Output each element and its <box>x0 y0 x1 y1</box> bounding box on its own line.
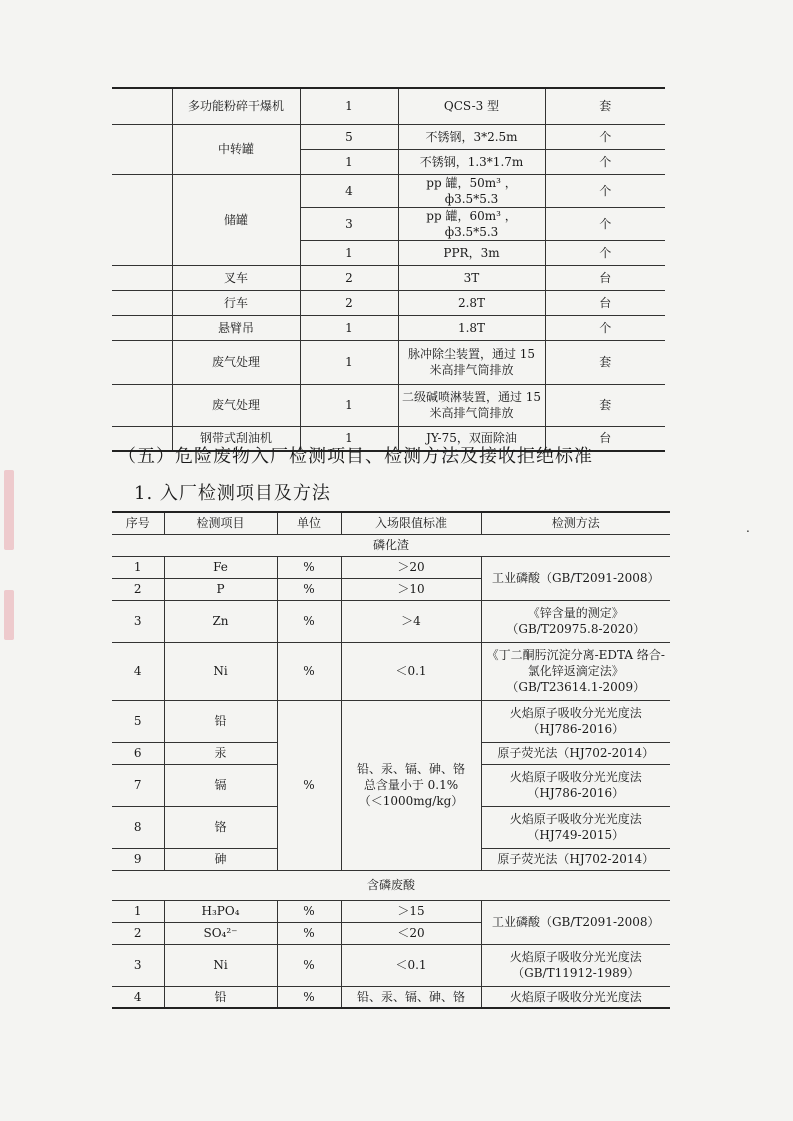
equipment-unit: 个 <box>545 174 665 207</box>
row-method: 火焰原子吸收分光光度法（HJ749-2015） <box>481 806 670 848</box>
col-header: 入场限值标准 <box>341 512 481 534</box>
row-no: 8 <box>112 806 164 848</box>
row-no: 6 <box>112 742 164 764</box>
row-no: 9 <box>112 848 164 870</box>
empty-cell <box>112 340 172 384</box>
detection-table <box>112 511 670 1009</box>
row-limit: ＞4 <box>341 600 481 642</box>
equipment-name: 废气处理 <box>172 384 300 426</box>
equipment-qty: 4 <box>300 174 398 207</box>
row-limit: ＜0.1 <box>341 642 481 700</box>
empty-cell <box>112 315 172 340</box>
empty-cell <box>112 174 172 265</box>
row-item: Ni <box>164 642 277 700</box>
equipment-unit: 个 <box>545 315 665 340</box>
equipment-unit: 套 <box>545 384 665 426</box>
equipment-unit: 个 <box>545 149 665 174</box>
equipment-spec: 2.8T <box>398 290 545 315</box>
row-unit: % <box>277 900 341 922</box>
equipment-unit: 台 <box>545 426 665 451</box>
row-no: 4 <box>112 642 164 700</box>
empty-cell <box>112 384 172 426</box>
row-item: Fe <box>164 556 277 578</box>
equipment-qty: 1 <box>300 240 398 265</box>
equipment-qty: 1 <box>300 149 398 174</box>
equipment-spec: PPR，3m <box>398 240 545 265</box>
table-row <box>112 900 670 922</box>
table-row <box>112 700 670 742</box>
red-stamp-edge <box>4 590 14 640</box>
equipment-qty: 1 <box>300 384 398 426</box>
equipment-unit: 套 <box>545 88 665 124</box>
subsection-heading: 1. 入厂检测项目及方法 <box>134 483 331 504</box>
table-row <box>112 986 670 1008</box>
section-title: 磷化渣 <box>112 534 670 556</box>
table-row <box>112 384 665 426</box>
equipment-name: 钢带式刮油机 <box>172 426 300 451</box>
row-method: 火焰原子吸收分光光度法 <box>481 986 670 1008</box>
table-row <box>112 174 665 207</box>
col-header: 检测方法 <box>481 512 670 534</box>
table-row <box>112 124 665 149</box>
row-item: P <box>164 578 277 600</box>
row-no: 5 <box>112 700 164 742</box>
equipment-name: 行车 <box>172 290 300 315</box>
row-no: 3 <box>112 600 164 642</box>
row-no: 3 <box>112 944 164 986</box>
equipment-name: 废气处理 <box>172 340 300 384</box>
table-row <box>112 265 665 290</box>
row-unit: % <box>277 556 341 578</box>
equipment-name: 悬臂吊 <box>172 315 300 340</box>
row-unit: % <box>277 578 341 600</box>
row-method: 火焰原子吸收分光光度法（HJ786-2016） <box>481 700 670 742</box>
row-method: 《锌含量的测定》（GB/T20975.8-2020） <box>481 600 670 642</box>
equipment-name: 中转罐 <box>172 124 300 174</box>
table-row <box>112 556 670 578</box>
row-no: 1 <box>112 556 164 578</box>
equipment-qty: 1 <box>300 88 398 124</box>
equipment-spec: pp 罐，60m³ ，ф3.5*5.3 <box>398 207 545 240</box>
equipment-spec: 脉冲除尘装置，通过 15 米高排气筒排放 <box>398 340 545 384</box>
row-method: 原子荧光法（HJ702-2014） <box>481 848 670 870</box>
row-unit: % <box>277 986 341 1008</box>
stray-mark: . <box>746 521 750 535</box>
table-row <box>112 944 670 986</box>
table-row <box>112 340 665 384</box>
row-unit: % <box>277 642 341 700</box>
equipment-unit: 个 <box>545 124 665 149</box>
row-item: 铅 <box>164 986 277 1008</box>
empty-cell <box>112 265 172 290</box>
row-limit: ＞15 <box>341 900 481 922</box>
table-row <box>112 290 665 315</box>
row-unit: % <box>277 922 341 944</box>
equipment-qty: 2 <box>300 290 398 315</box>
row-item: 砷 <box>164 848 277 870</box>
equipment-spec: pp 罐，50m³ ，ф3.5*5.3 <box>398 174 545 207</box>
equipment-spec: 不锈钢，1.3*1.7m <box>398 149 545 174</box>
equipment-unit: 台 <box>545 265 665 290</box>
section-row <box>112 870 670 900</box>
equipment-qty: 2 <box>300 265 398 290</box>
row-no: 1 <box>112 900 164 922</box>
equipment-spec: 不锈钢，3*2.5m <box>398 124 545 149</box>
equipment-unit: 个 <box>545 207 665 240</box>
row-item: 铬 <box>164 806 277 848</box>
row-method: 《丁二酮肟沉淀分离-EDTA 络合-氯化锌返滴定法》（GB/T23614.1-2009） <box>481 642 670 700</box>
row-item: H₃PO₄ <box>164 900 277 922</box>
row-method: 原子荧光法（HJ702-2014） <box>481 742 670 764</box>
row-limit: ＜0.1 <box>341 944 481 986</box>
row-method: 火焰原子吸收分光光度法（GB/T11912-1989） <box>481 944 670 986</box>
equipment-unit: 台 <box>545 290 665 315</box>
row-method: 火焰原子吸收分光光度法（HJ786-2016） <box>481 764 670 806</box>
red-stamp-edge <box>4 470 14 550</box>
header-row <box>112 512 670 534</box>
row-item: Ni <box>164 944 277 986</box>
row-unit: % <box>277 600 341 642</box>
table-row <box>112 315 665 340</box>
row-item: SO₄²⁻ <box>164 922 277 944</box>
row-unit: % <box>277 944 341 986</box>
equipment-spec: 二级碱喷淋装置，通过 15 米高排气筒排放 <box>398 384 545 426</box>
row-limit: ＞10 <box>341 578 481 600</box>
empty-cell <box>112 124 172 174</box>
equipment-name: 储罐 <box>172 174 300 265</box>
col-header: 检测项目 <box>164 512 277 534</box>
equipment-table <box>112 87 665 452</box>
row-limit: 铅、汞、镉、砷、铬 <box>341 986 481 1008</box>
row-limit: ＜20 <box>341 922 481 944</box>
equipment-qty: 1 <box>300 315 398 340</box>
section-title: 含磷废酸 <box>112 870 670 900</box>
equipment-qty: 1 <box>300 340 398 384</box>
section-row <box>112 534 670 556</box>
row-unit: % <box>277 700 341 870</box>
empty-cell <box>112 290 172 315</box>
equipment-name: 多功能粉碎干爆机 <box>172 88 300 124</box>
col-header: 单位 <box>277 512 341 534</box>
equipment-qty: 5 <box>300 124 398 149</box>
row-method: 工业磷酸（GB/T2091-2008） <box>481 556 670 600</box>
row-item: Zn <box>164 600 277 642</box>
row-item: 镉 <box>164 764 277 806</box>
empty-cell <box>112 88 172 124</box>
equipment-spec: QCS-3 型 <box>398 88 545 124</box>
equipment-qty: 3 <box>300 207 398 240</box>
row-item: 铅 <box>164 700 277 742</box>
equipment-spec: 3T <box>398 265 545 290</box>
row-limit: 铅、汞、镉、砷、铬总含量小于 0.1%（＜1000mg/kg） <box>341 700 481 870</box>
table-row <box>112 642 670 700</box>
row-no: 2 <box>112 578 164 600</box>
row-limit: ＞20 <box>341 556 481 578</box>
equipment-qty: 1 <box>300 426 398 451</box>
equipment-unit: 套 <box>545 340 665 384</box>
table-row <box>112 88 665 124</box>
row-method: 工业磷酸（GB/T2091-2008） <box>481 900 670 944</box>
section-heading: （五）危险废物入厂检测项目、检测方法及接收拒绝标准 <box>118 446 593 467</box>
row-no: 4 <box>112 986 164 1008</box>
col-header: 序号 <box>112 512 164 534</box>
equipment-spec: JY-75，双面除油 <box>398 426 545 451</box>
equipment-spec: 1.8T <box>398 315 545 340</box>
equipment-unit: 个 <box>545 240 665 265</box>
row-no: 2 <box>112 922 164 944</box>
table-row <box>112 600 670 642</box>
equipment-name: 叉车 <box>172 265 300 290</box>
row-item: 汞 <box>164 742 277 764</box>
row-no: 7 <box>112 764 164 806</box>
